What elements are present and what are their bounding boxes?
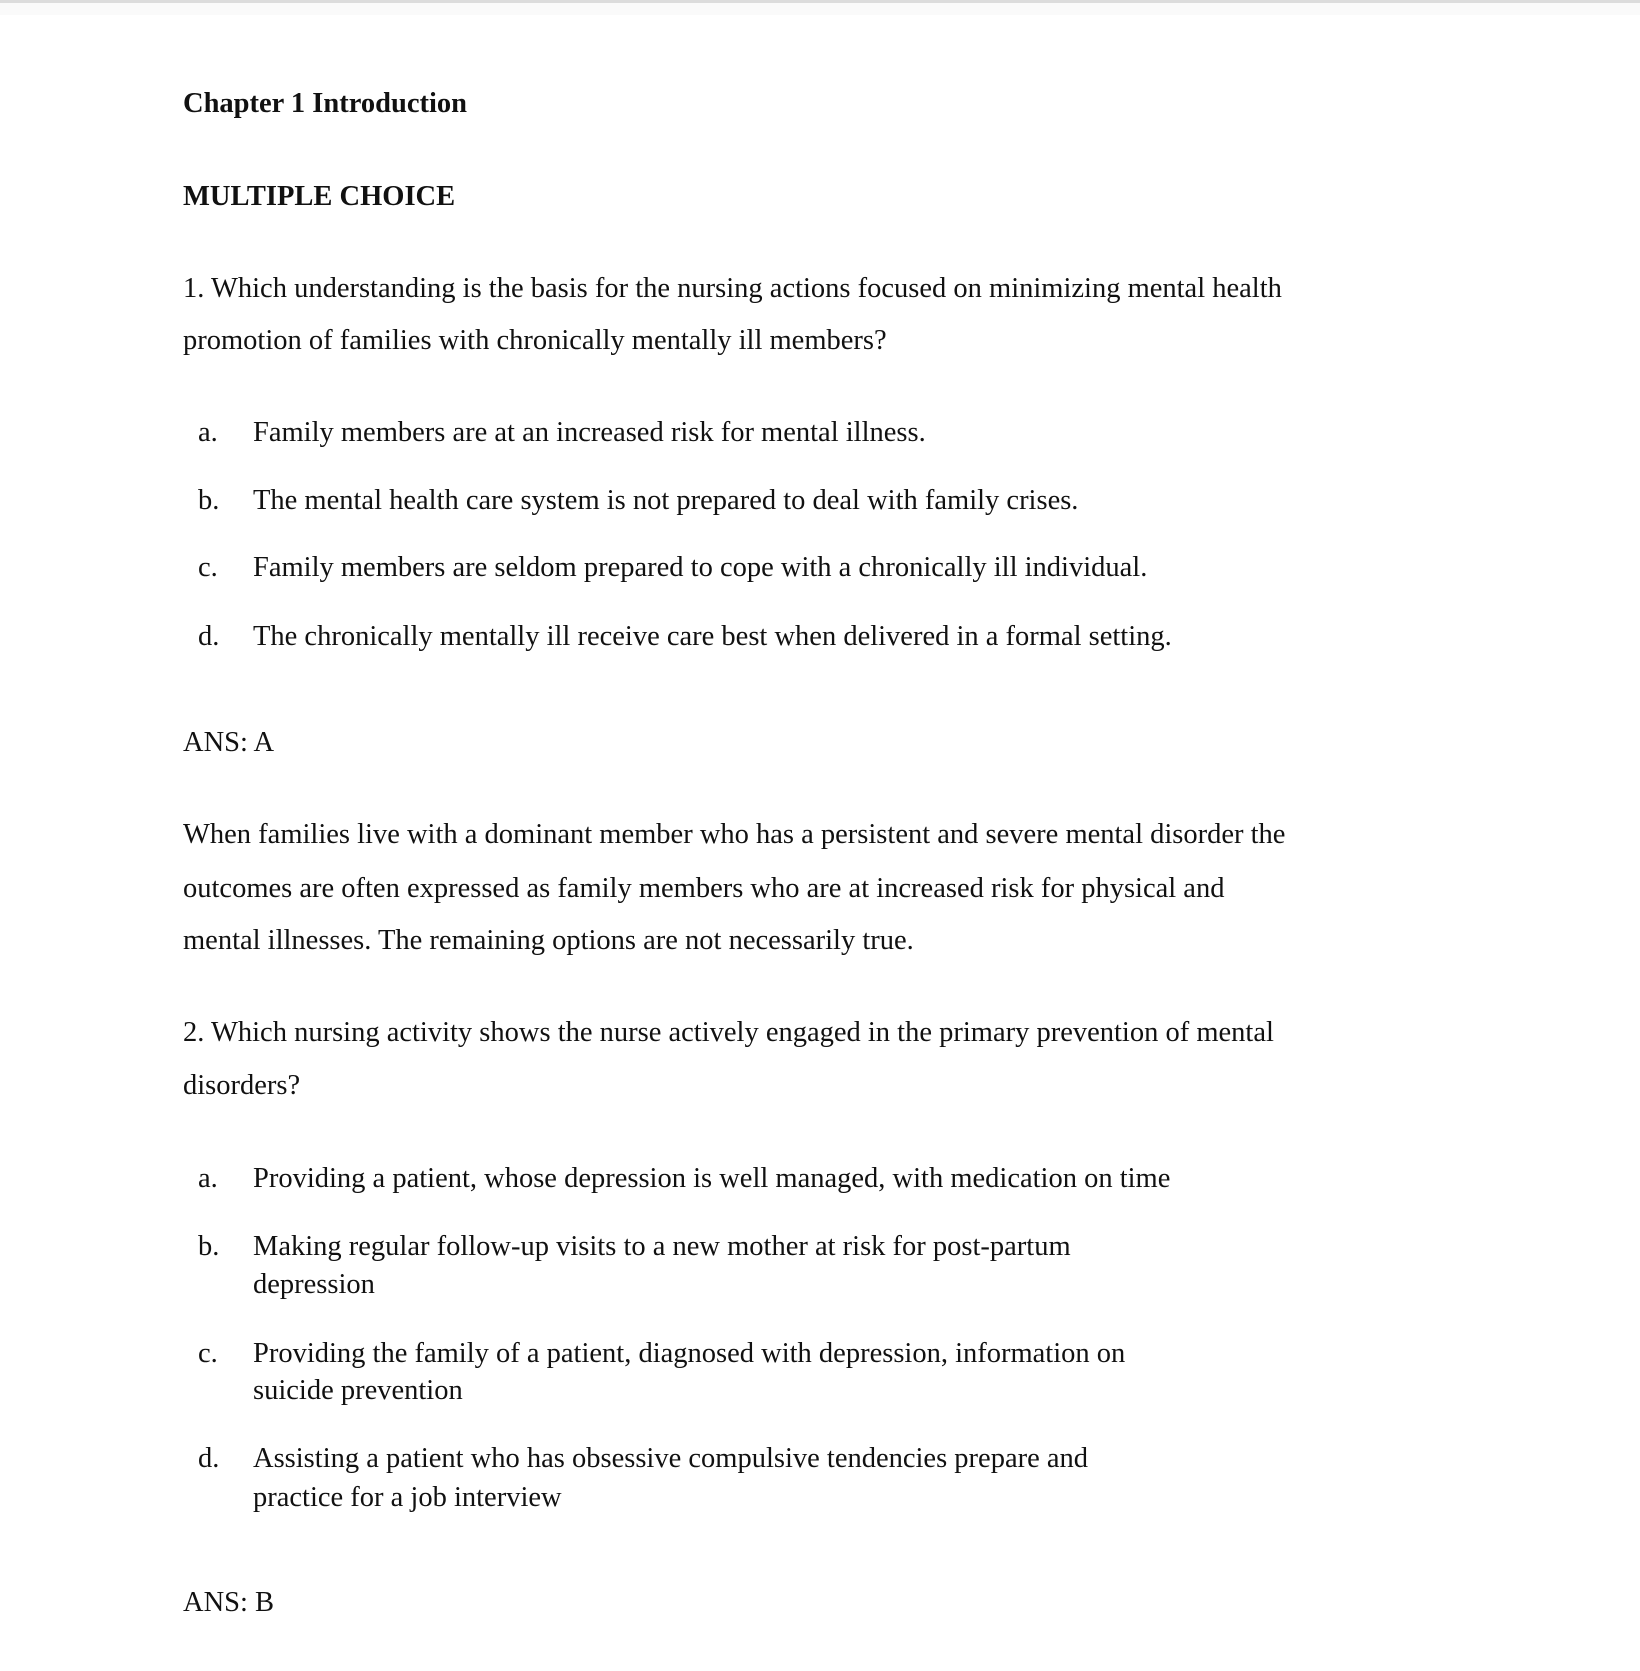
rationale-line: When families live with a dominant member who has a persistent and severe mental disorder the [183, 819, 1286, 850]
question-stem-line: promotion of families with chronically mentally ill members? [183, 325, 887, 356]
answer: ANS: B [183, 1587, 275, 1618]
question-stem-line: disorders? [183, 1070, 301, 1101]
answer: ANS: A [183, 727, 275, 758]
option-text: Providing a patient, whose depression is well managed, with medication on time [253, 1163, 1171, 1194]
option-text: Providing the family of a patient, diagnosed with depression, information on [253, 1338, 1126, 1369]
option-letter: d. [198, 621, 220, 652]
rationale-line: mental illnesses. The remaining options are not necessarily true. [183, 925, 914, 956]
option-text: Family members are at an increased risk for mental illness. [253, 417, 926, 448]
question-stem-line: 2. Which nursing activity shows the nurse actively engaged in the primary prevention of mental [183, 1017, 1274, 1048]
option-letter: b. [198, 1231, 220, 1262]
option-letter: d. [198, 1443, 220, 1474]
option-text: suicide prevention [253, 1375, 463, 1406]
option-text: Family members are seldom prepared to cope with a chronically ill individual. [253, 552, 1148, 583]
option-letter: c. [198, 1338, 218, 1369]
option-text: The chronically mentally ill receive care best when delivered in a formal setting. [253, 621, 1172, 652]
question-stem-line: 1. Which understanding is the basis for the nursing actions focused on minimizing mental health [183, 273, 1282, 304]
option-text: The mental health care system is not prepared to deal with family crises. [253, 485, 1079, 516]
option-text: practice for a job interview [253, 1482, 562, 1513]
section-title: MULTIPLE CHOICE [183, 181, 456, 212]
option-text: Assisting a patient who has obsessive compulsive tendencies prepare and [253, 1443, 1089, 1474]
top-shade [0, 3, 1640, 15]
option-letter: a. [198, 1163, 218, 1194]
option-letter: b. [198, 485, 220, 516]
option-text: depression [253, 1269, 375, 1300]
option-letter: c. [198, 552, 218, 583]
rationale-line: outcomes are often expressed as family members who are at increased risk for physical and [183, 873, 1225, 904]
option-letter: a. [198, 417, 218, 448]
chapter-title: Chapter 1 Introduction [183, 88, 467, 119]
option-text: Making regular follow-up visits to a new mother at risk for post-partum [253, 1231, 1071, 1262]
